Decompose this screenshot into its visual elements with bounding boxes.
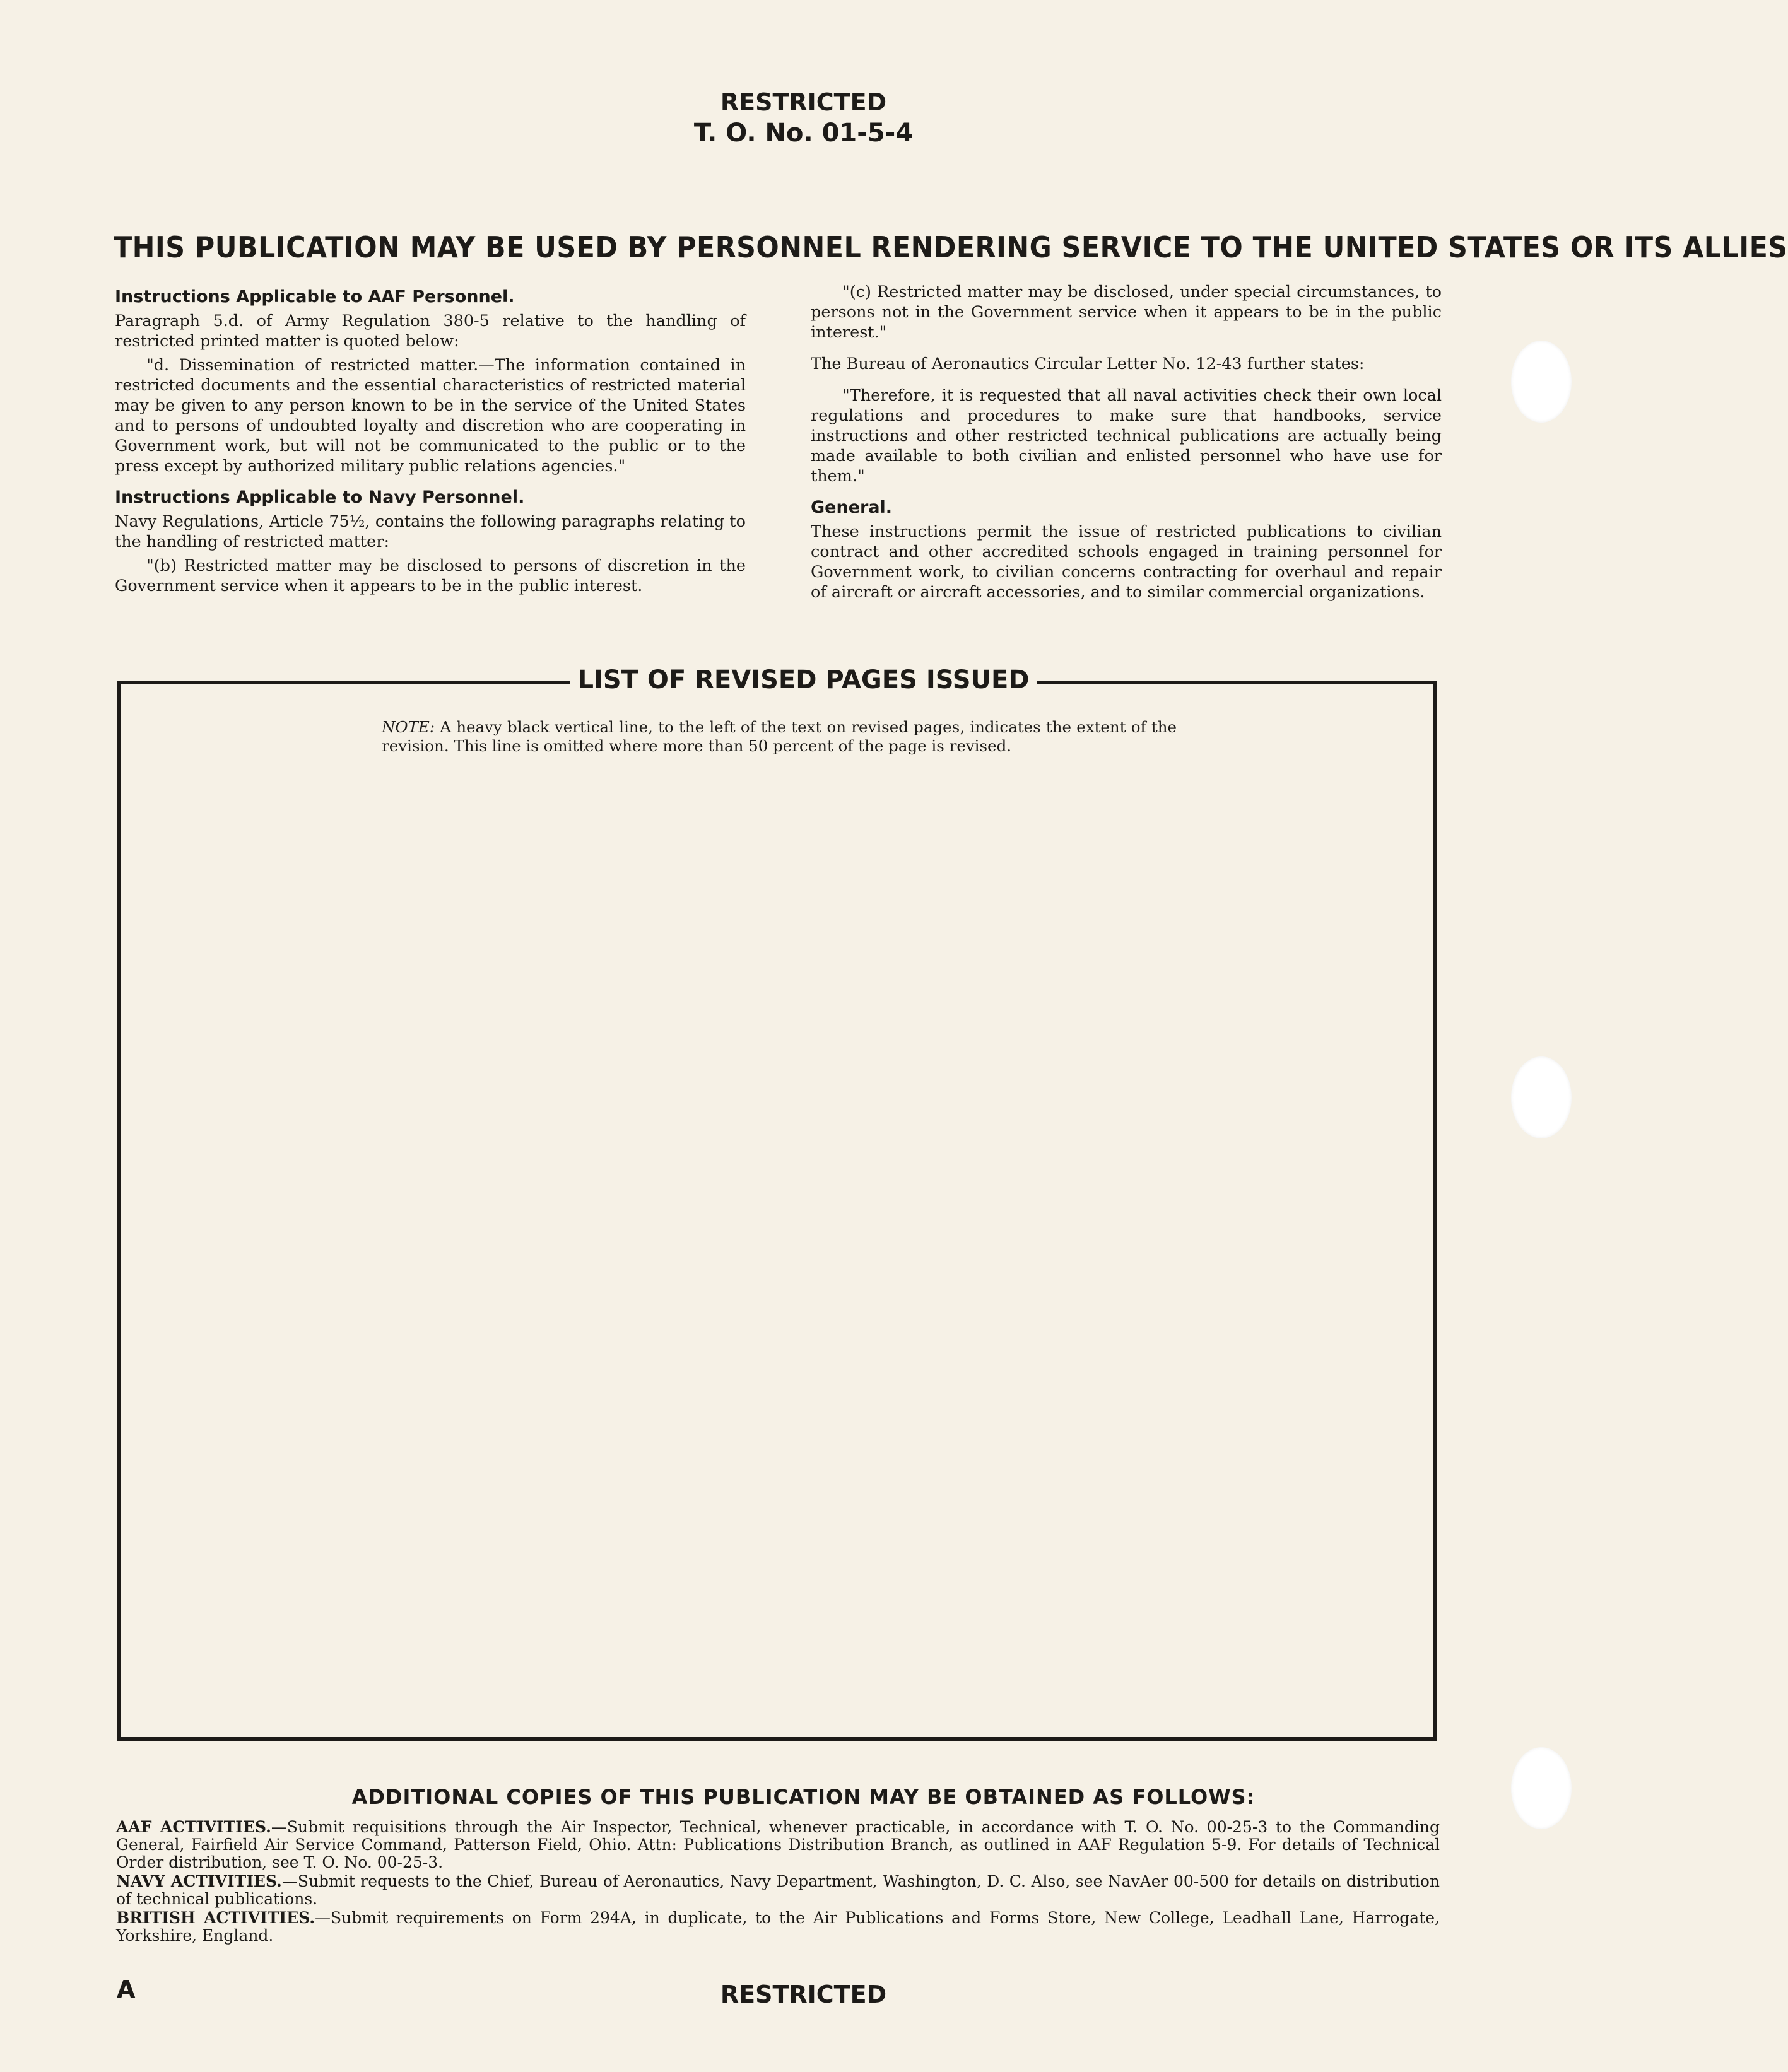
navy-instructions-heading: Instructions Applicable to Navy Personnel.: [115, 488, 525, 507]
aaf-instructions-intro: Paragraph 5.d. of Army Regulation 380-5 relative to the handling of restricted printed matter is quoted below:: [115, 312, 746, 351]
revised-pages-note-text: A heavy black vertical line, to the left of the text on revised pages, indicates the extent of the revision. This line is omitted where more than 50 percent of the page is revised.: [382, 718, 1177, 755]
footer-classification: RESTRICTED: [720, 1981, 887, 2008]
general-heading: General.: [811, 498, 893, 517]
header-to-number: T. O. No. 01-5-4: [693, 119, 914, 148]
notice-left-column: [115, 287, 746, 600]
binder-hole: [1511, 1056, 1572, 1138]
copies-aaf-text: —Submit requisitions through the Air Inspector, Technical, whenever practicable, in accordance with T. O. No. 00-25-3 to the Commanding General, Fairfield Air Service Command, Patterson Field, Ohio. Attn: Publications Distribution Branch, as outlined in AAF Regulation 5-9. For details of Technical Order distribution, see T. O. No. 00-25-3.: [116, 1818, 1440, 1871]
bureau-circular-intro: The Bureau of Aeronautics Circular Letter No. 12-43 further states:: [811, 354, 1365, 373]
revised-pages-note: [382, 718, 1177, 756]
general-text: These instructions permit the issue of restricted publications to civilian contract and other accredited schools engaged in training personnel for Government work, to civilian concerns contracting for overhaul and repair of aircraft or aircraft accessories, and to similar commercial organizations.: [811, 522, 1442, 602]
navy-instructions-intro: Navy Regulations, Article 75½, contains the following paragraphs relating to the handling of restricted matter:: [115, 512, 746, 551]
binder-hole: [1511, 341, 1572, 423]
copies-aaf-label: AAF ACTIVITIES.: [116, 1818, 271, 1836]
copies-navy-label: NAVY ACTIVITIES.: [116, 1872, 282, 1890]
copies-british: [116, 1909, 1440, 1945]
revised-pages-title: [0, 665, 1607, 694]
navy-instructions-quote-c: "(c) Restricted matter may be disclosed, under special circumstances, to persons not in the Government service when it appears to be in the public interest.": [811, 283, 1442, 342]
aaf-instructions-quote: "d. Dissemination of restricted matter.—The information contained in restricted documents and the essential characteristics of restricted material may be given to any person known to be in the service of the United States and to persons of undoubted loyalty and discretion who are cooperating in Government work, but will not be communicated to the public or to the press except by authorized military public relations agencies.": [115, 356, 746, 476]
copies-british-text: —Submit requirements on Form 294A, in duplicate, to the Air Publications and Forms Store, New College, Leadhall Lane, Harrogate, Yorkshire, England.: [116, 1909, 1440, 1945]
copies-british-label: BRITISH ACTIVITIES.: [116, 1909, 315, 1927]
revised-pages-note-label: NOTE:: [382, 718, 435, 736]
page-letter: A: [117, 1975, 136, 2003]
revised-pages-title-text: LIST OF REVISED PAGES ISSUED: [570, 665, 1037, 694]
copies-aaf: [116, 1818, 1440, 1871]
copies-section: [116, 1818, 1440, 1946]
bureau-circular-quote: "Therefore, it is requested that all naval activities check their own local regulations and procedures to make sure that handbooks, service instructions and other restricted technical publications are actually being made available to both civilian and enlisted personnel who have use for them.": [811, 386, 1442, 486]
header-classification: RESTRICTED: [720, 88, 887, 116]
revised-pages-box: [117, 681, 1437, 1741]
copies-navy-text: —Submit requests to the Chief, Bureau of Aeronautics, Navy Department, Washington, D. C. Also, see NavAer 00-500 for details on distribution of technical publications.: [116, 1872, 1440, 1908]
notice-right-column: [811, 282, 1442, 606]
copies-title: ADDITIONAL COPIES OF THIS PUBLICATION MAY BE OBTAINED AS FOLLOWS:: [351, 1785, 1256, 1809]
aaf-instructions-heading: Instructions Applicable to AAF Personnel.: [115, 287, 515, 307]
copies-navy: [116, 1873, 1440, 1908]
notice-title: THIS PUBLICATION MAY BE USED BY PERSONNEL RENDERING SERVICE TO THE UNITED STATES OR ITS ALLIES: [114, 230, 1788, 264]
navy-instructions-quote-b: "(b) Restricted matter may be disclosed to persons of discretion in the Government service when it appears to be in the public interest.: [115, 556, 746, 595]
